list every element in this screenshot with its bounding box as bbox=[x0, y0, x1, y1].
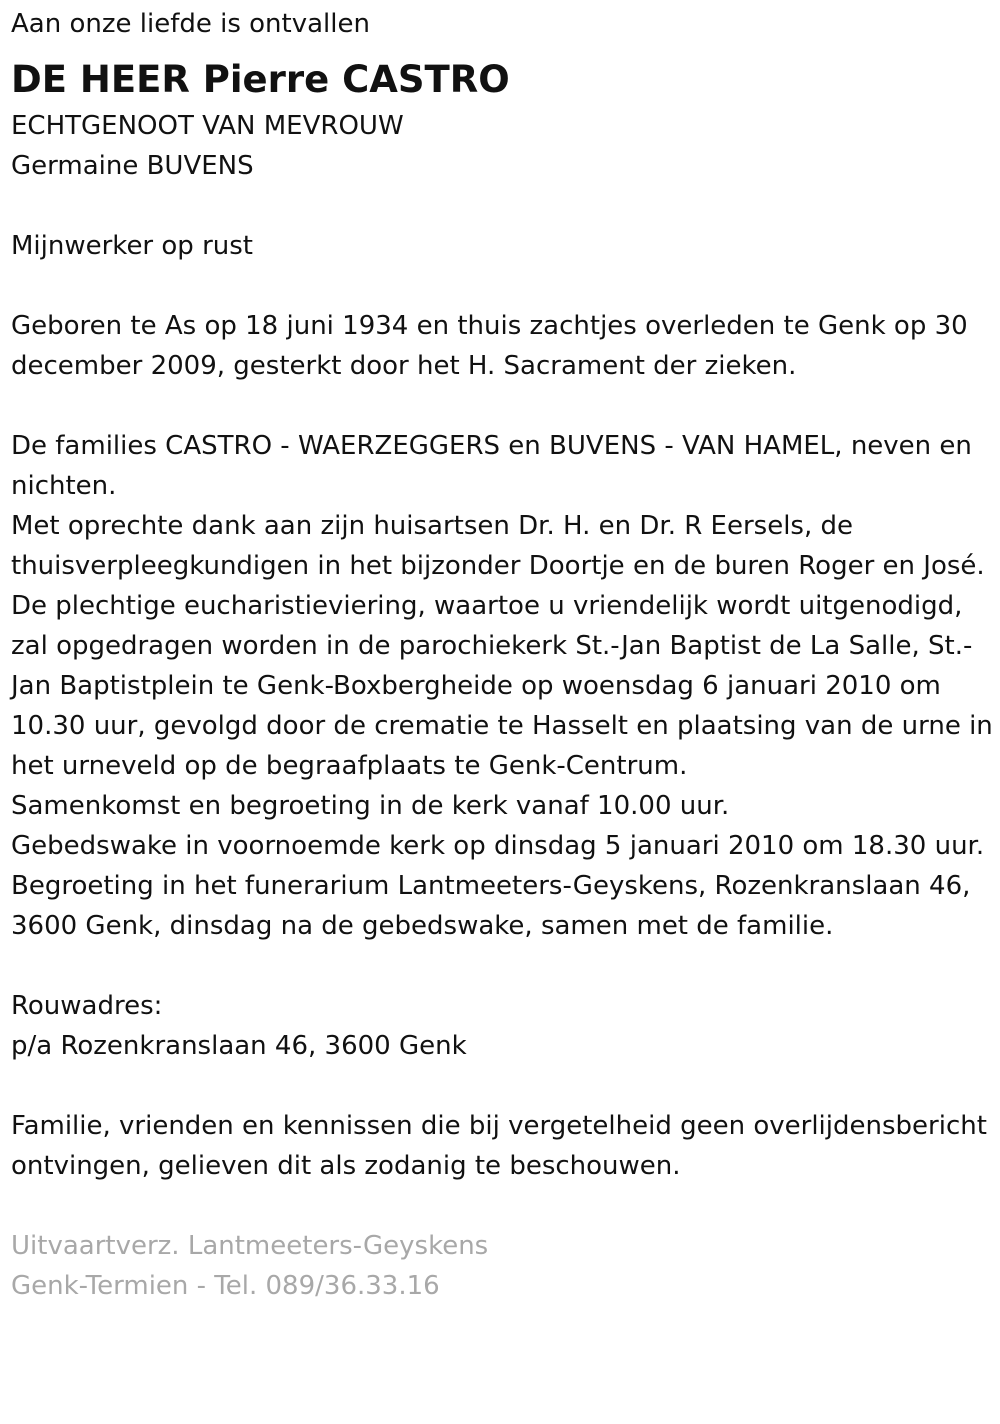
occupation-text: Mijnwerker op rust bbox=[11, 231, 253, 261]
ceremony-paragraph: De plechtige eucharistieviering, waartoe u vriendelijk wordt uitgenodigd, zal opgedragen worden in de parochiekerk St.-Jan Baptist de La Salle, St.-Jan Baptistplein te Genk-Boxbergheide op woensdag 6 januari 2010 om 10.30 uur, gevolgd door de crematie te Hasselt en plaatsing van de urne in het urneveld op de begraafplaats te Genk-Centrum. bbox=[11, 591, 993, 781]
deceased-name: DE HEER Pierre CASTRO bbox=[11, 58, 510, 101]
gathering-paragraph: Samenkomst en begroeting in de kerk vanaf 10.00 uur. bbox=[11, 791, 730, 821]
address-text: p/a Rozenkranslaan 46, 3600 Genk bbox=[11, 1031, 467, 1061]
spouse-line-1: ECHTGENOOT VAN MEVROUW bbox=[11, 111, 404, 141]
birth-death-paragraph: Geboren te As op 18 juni 1934 en thuis zachtjes overleden te Genk op 30 december 2009, gesterkt door het H. Sacrament der zieken. bbox=[11, 311, 968, 381]
obituary-notice bbox=[11, 4, 993, 1306]
thanks-paragraph: Met oprechte dank aan zijn huisartsen Dr. H. en Dr. R Eersels, de thuisverpleegkundigen in het bijzonder Doortje en de buren Roger en José. bbox=[11, 511, 985, 581]
spacer bbox=[11, 386, 993, 426]
families-paragraph: De families CASTRO - WAERZEGGERS en BUVENS - VAN HAMEL, neven en nichten. bbox=[11, 431, 972, 501]
spacer bbox=[11, 266, 993, 306]
vigil-paragraph: Gebedswake in voornoemde kerk op dinsdag 5 januari 2010 om 18.30 uur. bbox=[11, 831, 985, 861]
funeral-home-name: Uitvaartverz. Lantmeeters-Geyskens bbox=[11, 1231, 489, 1261]
closing-paragraph: Familie, vrienden en kennissen die bij vergetelheid geen overlijdensbericht ontvingen, gelieven dit als zodanig te beschouwen. bbox=[11, 1111, 987, 1181]
spacer bbox=[11, 186, 993, 226]
spacer bbox=[11, 1186, 993, 1226]
intro-text: Aan onze liefde is ontvallen bbox=[11, 9, 370, 39]
spacer bbox=[11, 946, 993, 986]
address-label: Rouwadres: bbox=[11, 991, 163, 1021]
spouse-line-2: Germaine BUVENS bbox=[11, 151, 254, 181]
funeral-home-contact: Genk-Termien - Tel. 089/36.33.16 bbox=[11, 1271, 440, 1301]
greeting-paragraph: Begroeting in het funerarium Lantmeeters-Geyskens, Rozenkranslaan 46, 3600 Genk, dinsdag na de gebedswake, samen met de familie. bbox=[11, 871, 971, 941]
spacer bbox=[11, 1066, 993, 1106]
